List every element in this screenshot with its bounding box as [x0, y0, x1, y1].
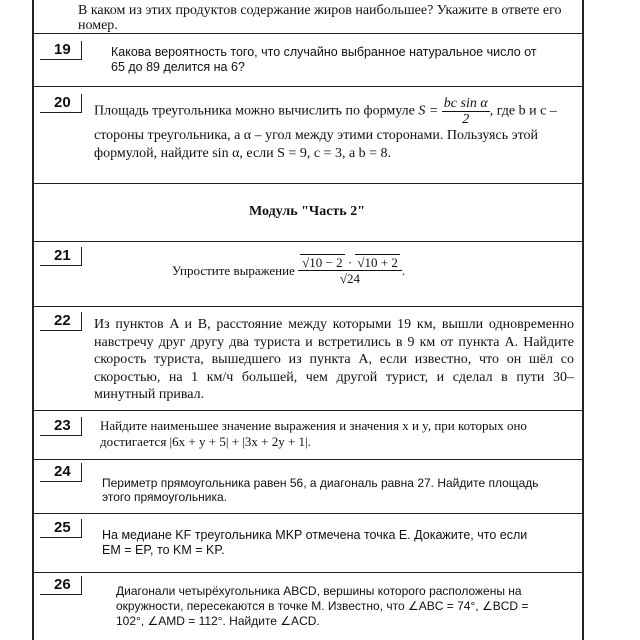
question-number: 23	[40, 417, 82, 436]
module-title-block	[32, 183, 582, 242]
question-19	[32, 33, 582, 87]
question-text: Периметр прямоугольника равен 56, а диагональ равна 27. Найдите площадь этого прямоугольника.	[102, 476, 539, 504]
question-24	[32, 459, 582, 514]
question-text: Найдите наименьшее значение выражения и значения x и y, при которых оно достигается |6x + y + 5| + |3x + 2y + 1|.	[100, 418, 527, 449]
question-23	[32, 410, 582, 460]
question-22	[32, 306, 582, 411]
question-text: Какова вероятность того, что случайно выбранное натуральное число от 65 до 89 делится на 6?	[111, 45, 537, 74]
expression-denominator: √24	[339, 271, 361, 286]
question-number: 24	[40, 463, 82, 482]
question-number: 19	[40, 41, 82, 60]
question-26	[32, 572, 582, 640]
formula-rest: , где b и c – стороны треугольника, а α – угол между этими сторонами. Пользуясь этой формулой, найдите sin α, если S = 9, c = 3, а b = 8.	[94, 103, 557, 161]
question-20	[32, 86, 582, 184]
formula-lhs: S =	[418, 103, 439, 119]
expression-numerator	[298, 255, 402, 271]
question-text: Диагонали четырёхугольника ABCD, вершины которого расположены на окружности, пересекаются в точке M. Известно, что ∠ABC = 74°, ∠BCD = 102°, ∠AMD = 112°. Найдите ∠ACD.	[116, 584, 529, 628]
module-title: Модуль "Часть 2"	[249, 204, 365, 219]
right-border	[582, 0, 584, 640]
question-number: 26	[40, 576, 82, 595]
question-text: На медиане KF треугольника MKP отмечена точка E. Докажите, что если EM = EP, то KM = KP.	[102, 528, 528, 557]
radical-b: √10 + 2	[357, 255, 398, 270]
formula-denominator: 2	[462, 112, 470, 127]
question-25	[32, 513, 582, 573]
document-page	[32, 0, 582, 640]
expression-fraction	[298, 255, 402, 286]
multiply-dot: ·	[347, 255, 353, 270]
question-number: 25	[40, 519, 82, 538]
formula-intro: Площадь треугольника можно вычислить по формуле	[94, 103, 415, 119]
prev-question-text: В каком из этих продуктов содержание жиров наибольшее? Укажите в ответе его номер.	[78, 3, 562, 33]
formula-numerator: bc sin α	[443, 96, 488, 111]
prev-question-block	[32, 0, 582, 34]
question-text	[172, 255, 572, 286]
question-text: Из пунктов A и B, расстояние между которыми 19 км, вышли одновременно навстречу друг другу два туриста и встретились в 9 км от пункта A. Найдите скорость туриста, вышедшего из пункта A, если известно, что он шёл со скоростью, на 1 км/ч большей, чем другой турист, и сделал в пути 30–минутный привал.	[94, 317, 574, 402]
question-21	[32, 241, 582, 307]
question-number: 20	[40, 94, 82, 113]
question-number: 22	[40, 312, 82, 331]
formula-fraction	[442, 96, 490, 127]
question-text	[94, 96, 572, 163]
expression-suffix: .	[401, 263, 406, 278]
radical-a: √10 − 2	[302, 255, 343, 270]
question-number: 21	[40, 247, 82, 266]
expression-prefix: Упростите выражение	[172, 263, 295, 278]
